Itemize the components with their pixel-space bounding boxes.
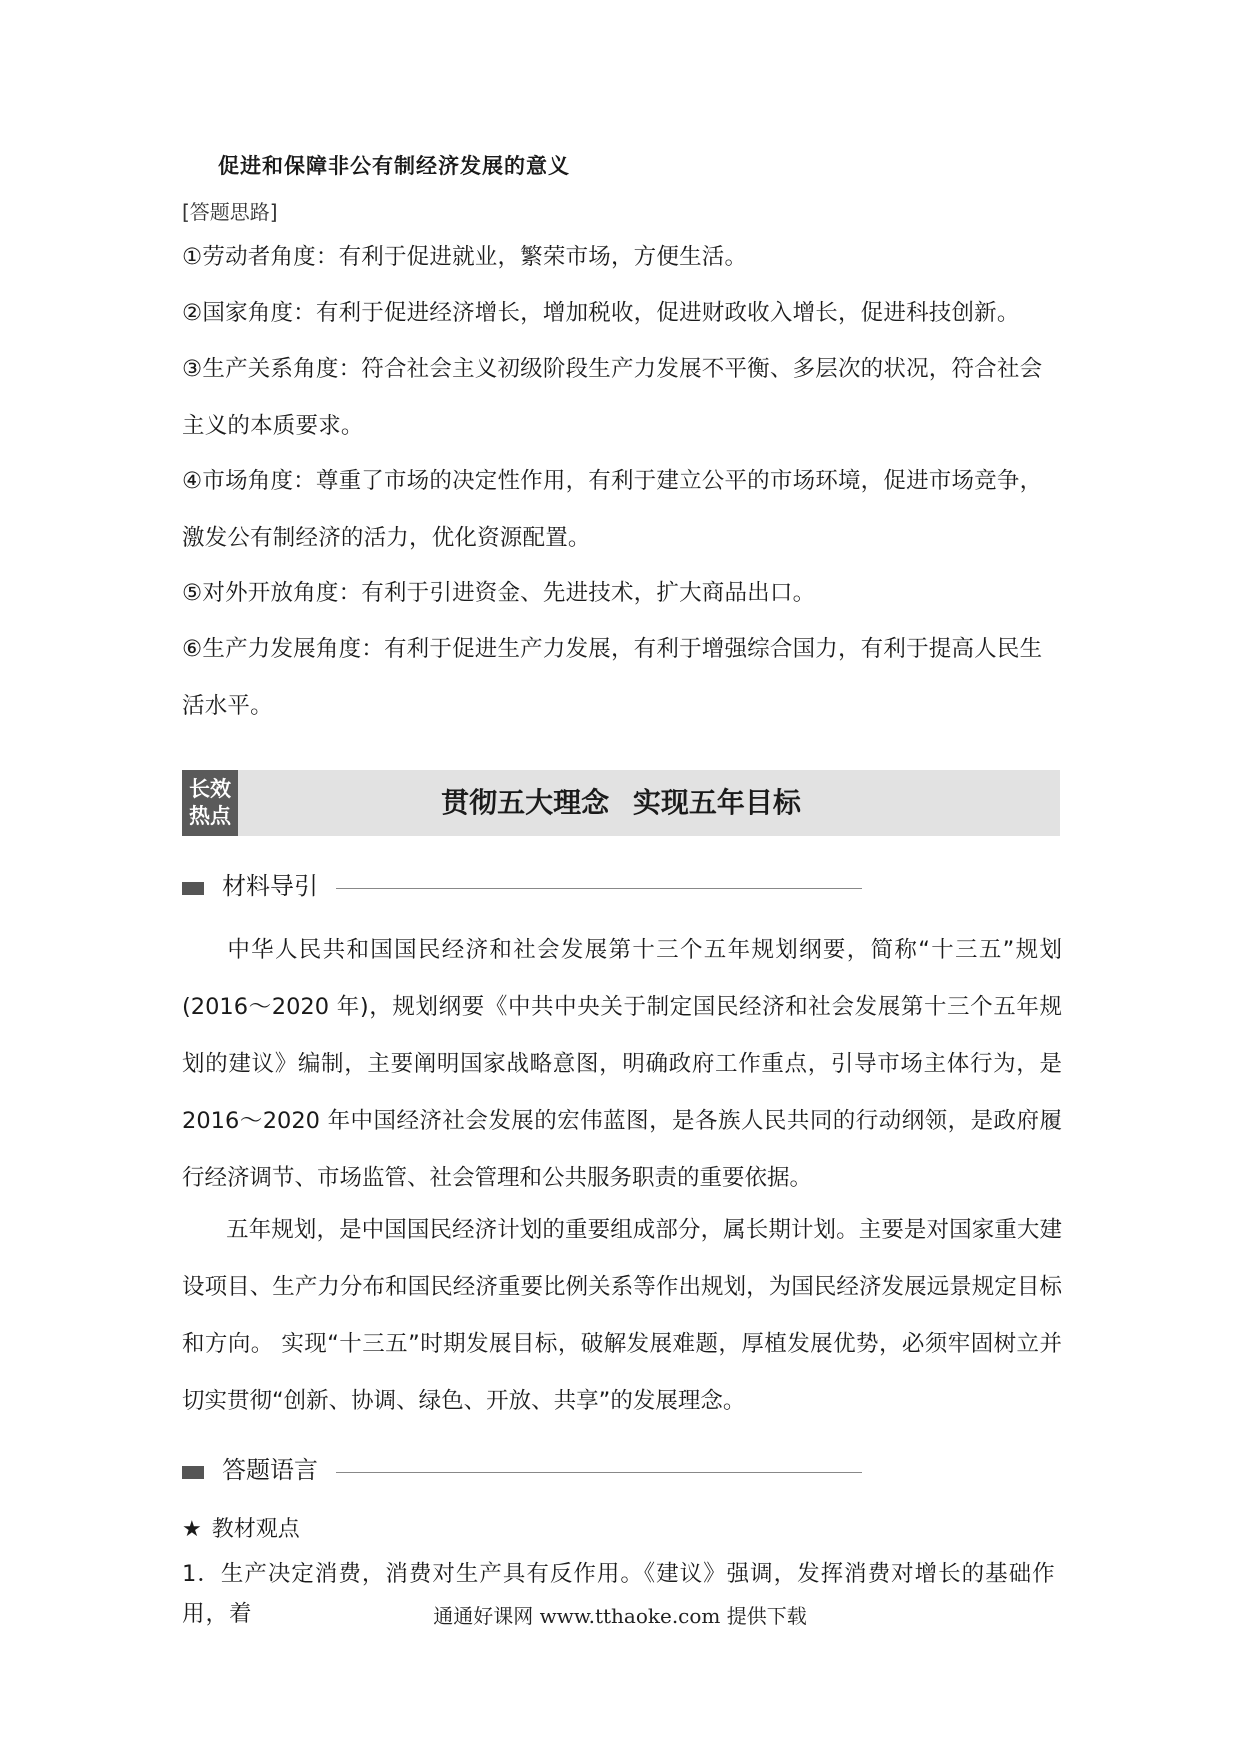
star-icon: ★ (182, 1517, 202, 1542)
material-paragraph-1 (182, 922, 1062, 1207)
textbook-point-1: 1．生产决定消费，消费对生产具有反作用。《建议》强调，发挥消费对增长的基础作用，着 (182, 1561, 1056, 1627)
heading-rule (336, 888, 862, 889)
footer-source: 通通好课网 www.tthaoke.com 提供下载 (433, 1604, 807, 1628)
approach-item-5: ⑤对外开放角度：有利于引进资金、先进技术，扩大商品出口。 (182, 580, 816, 606)
textbook-view-label: 教材观点 (211, 1517, 300, 1542)
material-heading-label: 材料导引 (222, 872, 318, 900)
answer-approach-tag: [答题思路] (182, 200, 278, 224)
banner-title: 贯彻五大理念 实现五年目标 (441, 786, 801, 819)
heading-rule (336, 1472, 862, 1473)
material-paragraph-2-text: 五年规划，是中国国民经济计划的重要组成部分，属长期计划。主要是对国家重大建设项目、生产力分布和国民经济重要比例关系等作出规划，为国民经济发展远景规定目标和方向。 实现“十三五”时期发展目标，破解发展难题，厚植发展优势，必须牢固树立并切实贯彻“创新、协调、绿色、开放、共享”的发展理念。 (182, 1217, 1062, 1414)
material-paragraph-2 (182, 1202, 1062, 1430)
approach-item-6: ⑥生产力发展角度：有利于促进生产力发展，有利于增强综合国力，有利于提高人民生活水平。 (182, 636, 1043, 719)
topic-title: 促进和保障非公有制经济发展的意义 (218, 154, 570, 178)
material-paragraph-1-text: 中华人民共和国国民经济和社会发展第十三个五年规划纲要，简称“十三五”规划(2016～2020 年)，规划纲要《中共中央关于制定国民经济和社会发展第十三个五年规划的建议》编制，主要阐明国家战略意图，明确政府工作重点，引导市场主体行为，是 2016～2020 年中国经济社会发展的宏伟蓝图，是各族人民共同的行动纲领，是政府履行经济调节、市场监管、社会管理和公共服务职责的重要依据。 (182, 937, 1062, 1191)
approach-item-3: ③生产关系角度：符合社会主义初级阶段生产力发展不平衡、多层次的状况，符合社会主义的本质要求。 (182, 356, 1043, 439)
approach-item-4: ④市场角度：尊重了市场的决定性作用，有利于建立公平的市场环境，促进市场竞争，激发公有制经济的活力，优化资源配置。 (182, 468, 1043, 551)
approach-item-1: ①劳动者角度：有利于促进就业，繁荣市场，方便生活。 (182, 244, 748, 270)
heading-bar-icon (182, 882, 204, 895)
heading-bar-icon (182, 1466, 204, 1479)
badge-line-1: 长效 (189, 777, 231, 801)
textbook-view-heading (182, 1512, 300, 1543)
approach-item-2: ②国家角度：有利于促进经济增长，增加税收，促进财政收入增长，促进科技创新。 (182, 300, 1020, 326)
hot-topic-banner (182, 770, 1060, 836)
answer-heading-label: 答题语言 (222, 1456, 318, 1484)
banner-badge (182, 770, 238, 836)
badge-line-2: 热点 (189, 804, 231, 828)
